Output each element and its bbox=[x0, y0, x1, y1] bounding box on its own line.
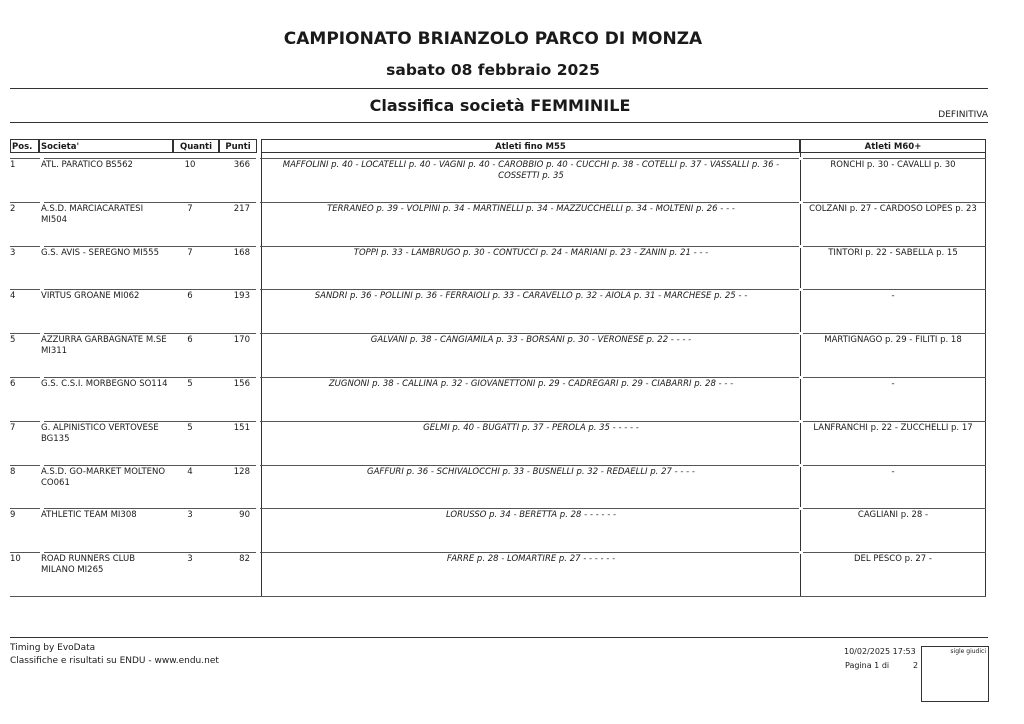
signature-box bbox=[921, 646, 989, 702]
timing-credit: Timing by EvoData bbox=[10, 643, 96, 653]
event-date: sabato 08 febbraio 2025 bbox=[386, 61, 600, 79]
cell-pos: 5 bbox=[10, 335, 16, 345]
row-divider bbox=[10, 421, 986, 422]
row-divider bbox=[10, 377, 986, 378]
cell-quanti: 7 bbox=[187, 248, 193, 258]
cell-punti: 90 bbox=[239, 510, 250, 520]
row-divider-gap bbox=[256, 332, 260, 335]
row-divider bbox=[10, 289, 986, 290]
cell-pos: 10 bbox=[10, 554, 21, 564]
cell-m55: GALVANI p. 38 - CANGIAMILA p. 33 - BORSANI p. 30 - VERONESE p. 22 - - - - bbox=[370, 335, 692, 345]
column-divider bbox=[261, 153, 262, 597]
row-divider-gap bbox=[256, 288, 260, 291]
cell-punti: 217 bbox=[233, 204, 250, 214]
cell-m60: RONCHI p. 30 - CAVALLI p. 30 bbox=[830, 160, 956, 170]
row-divider-gap bbox=[256, 507, 260, 510]
row-divider-gap bbox=[256, 201, 260, 204]
cell-punti: 156 bbox=[233, 379, 250, 389]
cell-quanti: 7 bbox=[187, 204, 193, 214]
cell-m60: - bbox=[891, 379, 895, 389]
cell-m55: TERRANEO p. 39 - VOLPINI p. 34 - MARTINELLI p. 34 - MAZZUCCHELLI p. 34 - MOLTENI p. 26 - - - bbox=[327, 204, 735, 214]
cell-m60: MARTIGNAGO p. 29 - FILITI p. 18 bbox=[824, 335, 962, 345]
page-label: Pagina 1 di bbox=[845, 661, 890, 670]
cell-societa: A.S.D. GO-MARKET MOLTENO CO061 bbox=[41, 467, 166, 488]
cell-m55: MAFFOLINI p. 40 - LOCATELLI p. 40 - VAGNI p. 40 - CAROBBIO p. 40 - CUCCHI p. 38 - COTELLI p. 37 - VASSALLI p. 36 - COSSETTI p. 35 bbox=[282, 160, 780, 181]
row-divider-gap bbox=[256, 376, 260, 379]
cell-pos: 4 bbox=[10, 291, 16, 301]
cell-quanti: 5 bbox=[187, 379, 193, 389]
cell-punti: 151 bbox=[233, 423, 250, 433]
row-divider-gap bbox=[256, 464, 260, 467]
cell-m60: TINTORI p. 22 - SABELLA p. 15 bbox=[828, 248, 958, 258]
cell-societa: G. ALPINISTICO VERTOVESE BG135 bbox=[41, 423, 159, 444]
print-timestamp: 10/02/2025 17:53 bbox=[844, 647, 916, 656]
cell-pos: 9 bbox=[10, 510, 16, 520]
results-credit: Classifiche e risultati su ENDU - www.endu.net bbox=[10, 656, 219, 666]
cell-pos: 8 bbox=[10, 467, 16, 477]
cell-societa: ATHLETIC TEAM MI308 bbox=[41, 510, 137, 520]
col-header-atleti-m55: Atleti fino M55 bbox=[261, 139, 800, 153]
cell-pos: 1 bbox=[10, 160, 16, 170]
cell-m55: FARRE p. 28 - LOMARTIRE p. 27 - - - - - - bbox=[446, 554, 616, 564]
row-divider-gap bbox=[256, 245, 260, 248]
col-header-pos: Pos. bbox=[10, 139, 39, 153]
section-title: Classifica società FEMMINILE bbox=[369, 96, 631, 115]
divider bbox=[10, 637, 988, 638]
cell-punti: 170 bbox=[233, 335, 250, 345]
cell-m60: CAGLIANI p. 28 - bbox=[857, 510, 929, 520]
cell-m60: LANFRANCHI p. 22 - ZUCCHELLI p. 17 bbox=[813, 423, 973, 433]
cell-m55: ZUGNONI p. 38 - CALLINA p. 32 - GIOVANETTONI p. 29 - CADREGARI p. 29 - CIABARRI p. 28 - - - bbox=[328, 379, 734, 389]
divider bbox=[10, 88, 988, 89]
cell-societa: ROAD RUNNERS CLUB MILANO MI265 bbox=[41, 554, 136, 575]
cell-m55: GELMI p. 40 - BUGATTI p. 37 - PEROLA p. 35 - - - - - bbox=[423, 423, 639, 433]
cell-quanti: 4 bbox=[187, 467, 193, 477]
cell-m60: - bbox=[891, 291, 895, 301]
row-divider bbox=[10, 552, 986, 553]
col-header-atleti-m60: Atleti M60+ bbox=[800, 139, 986, 153]
column-divider bbox=[800, 153, 801, 597]
col-header-punti: Punti bbox=[219, 139, 257, 153]
cell-societa: AZZURRA GARBAGNATE M.SE MI311 bbox=[41, 335, 167, 356]
row-divider bbox=[10, 333, 986, 334]
cell-m55: LORUSSO p. 34 - BERETTA p. 28 - - - - - - bbox=[445, 510, 617, 520]
cell-punti: 193 bbox=[233, 291, 250, 301]
cell-punti: 128 bbox=[233, 467, 250, 477]
cell-pos: 6 bbox=[10, 379, 16, 389]
col-header-societa: Societa' bbox=[39, 139, 173, 153]
row-divider-gap bbox=[256, 157, 260, 160]
cell-punti: 82 bbox=[239, 554, 250, 564]
cell-quanti: 10 bbox=[184, 160, 196, 170]
cell-pos: 3 bbox=[10, 248, 16, 258]
cell-quanti: 5 bbox=[187, 423, 193, 433]
cell-m60: - bbox=[891, 467, 895, 477]
row-divider-gap bbox=[256, 551, 260, 554]
col-header-quanti: Quanti bbox=[173, 139, 219, 153]
cell-societa: VIRTUS GROANE MI062 bbox=[41, 291, 140, 301]
cell-m55: TOPPI p. 33 - LAMBRUGO p. 30 - CONTUCCI p. 24 - MARIANI p. 23 - ZANIN p. 21 - - - bbox=[353, 248, 709, 258]
row-divider bbox=[10, 465, 986, 466]
row-divider bbox=[10, 508, 986, 509]
page-total: 2 bbox=[913, 661, 919, 670]
cell-punti: 168 bbox=[233, 248, 250, 258]
column-divider bbox=[985, 153, 986, 597]
page-title: CAMPIONATO BRIANZOLO PARCO DI MONZA bbox=[283, 29, 703, 49]
cell-quanti: 3 bbox=[187, 510, 193, 520]
cell-m55: GAFFURI p. 36 - SCHIVALOCCHI p. 33 - BUSNELLI p. 32 - REDAELLI p. 27 - - - - bbox=[367, 467, 695, 477]
cell-m60: DEL PESCO p. 27 - bbox=[854, 554, 932, 564]
cell-quanti: 3 bbox=[187, 554, 193, 564]
status-label: DEFINITIVA bbox=[938, 110, 988, 120]
cell-pos: 2 bbox=[10, 204, 16, 214]
cell-societa: ATL. PARATICO BS562 bbox=[41, 160, 133, 170]
row-divider bbox=[10, 202, 986, 203]
cell-societa: A.S.D. MARCIACARATESI MI504 bbox=[41, 204, 144, 225]
row-divider-gap bbox=[256, 420, 260, 423]
signature-label: sigle giudici bbox=[950, 648, 986, 655]
cell-m55: SANDRI p. 36 - POLLINI p. 36 - FERRAIOLI p. 33 - CARAVELLO p. 32 - AIOLA p. 31 - MARCHESE p. 25 - - bbox=[314, 291, 748, 301]
row-divider bbox=[10, 158, 986, 159]
cell-societa: G.S. AVIS - SEREGNO MI555 bbox=[41, 248, 159, 258]
row-divider bbox=[10, 596, 986, 597]
cell-quanti: 6 bbox=[187, 335, 193, 345]
cell-punti: 366 bbox=[233, 160, 250, 170]
cell-societa: G.S. C.S.I. MORBEGNO SO114 bbox=[41, 379, 168, 389]
row-divider bbox=[10, 246, 986, 247]
cell-pos: 7 bbox=[10, 423, 16, 433]
cell-m60: COLZANI p. 27 - CARDOSO LOPES p. 23 bbox=[809, 204, 977, 214]
divider bbox=[10, 122, 988, 123]
cell-quanti: 6 bbox=[187, 291, 193, 301]
